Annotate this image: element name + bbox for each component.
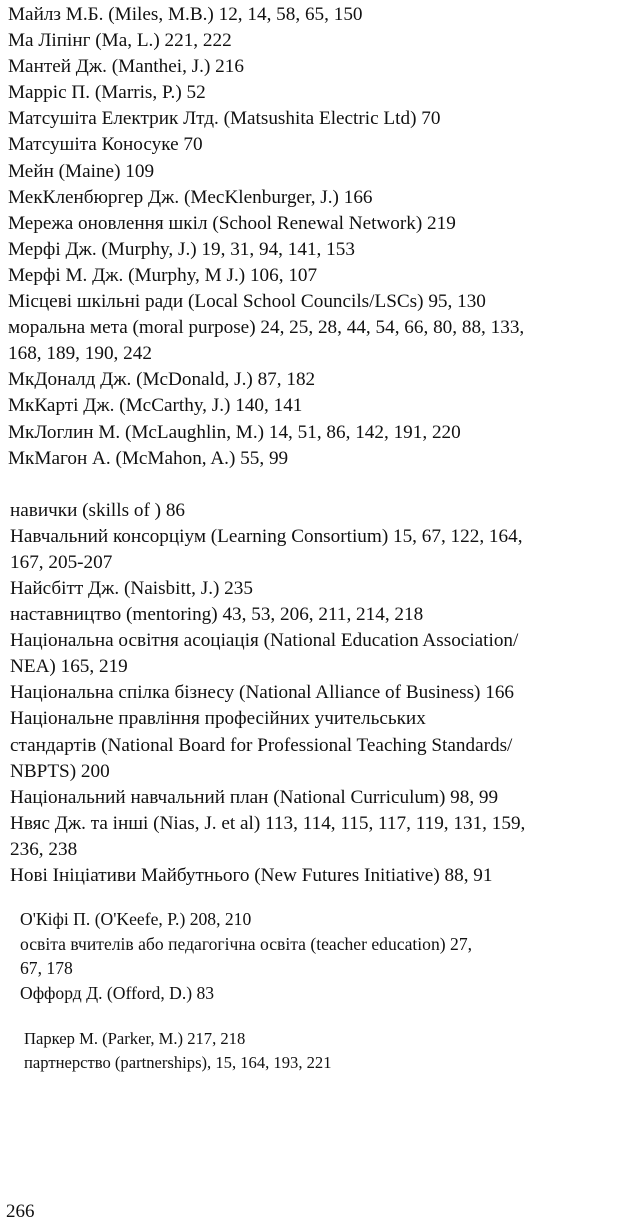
index-entry: Марріс П. (Marris, P.) 52 <box>8 82 206 104</box>
index-group-o <box>8 907 614 1005</box>
index-entry: Мережа оновлення шкіл (School Renewal Network) 219 <box>8 212 456 234</box>
index-entry: наставництво (mentoring) 43, 53, 206, 211, 214, 218 <box>10 604 424 626</box>
index-entry-continuation: 167, 205-207 <box>10 551 113 573</box>
index-entry: моральна мета (moral purpose) 24, 25, 28, 44, 54, 66, 80, 88, 133, <box>8 317 525 339</box>
index-entry: Паркер М. (Parker, M.) 217, 218 <box>24 1029 246 1049</box>
index-entry: МкЛоглин М. (McLaughlin, M.) 14, 51, 86, 142, 191, 220 <box>8 421 461 443</box>
index-entry: Найсбітт Дж. (Naisbitt, J.) 235 <box>10 577 253 599</box>
index-entry: Мантей Дж. (Manthei, J.) 216 <box>8 56 244 78</box>
index-entry: Місцеві шкільні ради (Local School Councils/LSCs) 95, 130 <box>8 291 486 313</box>
index-entry: Мерфі М. Дж. (Murphy, M J.) 106, 107 <box>8 264 318 286</box>
index-entry: Національна освітня асоціація (National Education Association/ <box>10 630 519 652</box>
index-entry: освіта вчителів або педагогічна освіта (teacher education) 27, <box>20 933 473 954</box>
index-entry: партнерство (partnerships), 15, 164, 193, 221 <box>24 1053 332 1073</box>
index-entry: МкДоналд Дж. (McDonald, J.) 87, 182 <box>8 369 316 391</box>
index-entry: Матсушіта Коносуке 70 <box>8 134 203 156</box>
index-entry-continuation: 236, 238 <box>10 838 78 860</box>
index-entry: МкКарті Дж. (McCarthy, J.) 140, 141 <box>8 395 303 417</box>
index-entry: Національне правління професійних учительських <box>10 708 426 730</box>
index-group-p <box>8 1027 614 1075</box>
index-entry: Навчальний консорціум (Learning Consortium) 15, 67, 122, 164, <box>10 525 523 547</box>
index-entry: МкМагон А. (McMahon, A.) 55, 99 <box>8 447 289 469</box>
index-entry: Національний навчальний план (National Curriculum) 98, 99 <box>10 786 499 808</box>
index-entry: Оффорд Д. (Offord, D.) 83 <box>20 982 215 1003</box>
index-entry: Майлз М.Б. (Miles, M.B.) 12, 14, 58, 65, 150 <box>8 4 363 25</box>
page-number: 266 <box>6 1201 35 1222</box>
index-entry: Мейн (Maine) 109 <box>8 160 155 182</box>
index-entry: МекКленбюргер Дж. (MecKlenburger, J.) 166 <box>8 186 373 208</box>
index-group-n <box>8 498 614 889</box>
index-entry: Ма Ліпінг (Ma, L.) 221, 222 <box>8 30 232 52</box>
index-entry-continuation: 168, 189, 190, 242 <box>8 343 152 365</box>
index-entry-continuation: NBPTS) 200 <box>10 760 110 782</box>
index-entry-continuation: стандартів (National Board for Professional Teaching Standards/ <box>10 734 513 756</box>
index-entry-continuation: NEA) 165, 219 <box>10 656 128 678</box>
index-entry: навички (skills of ) 86 <box>10 499 186 521</box>
index-entry: Мерфі Дж. (Murphy, J.) 19, 31, 94, 141, 153 <box>8 238 355 260</box>
index-entry: О'Кіфі П. (O'Keefe, P.) 208, 210 <box>20 909 252 930</box>
index-entry: Національна спілка бізнесу (National Alliance of Business) 166 <box>10 682 515 704</box>
index-entry: Нвяс Дж. та інші (Nias, J. et al) 113, 114, 115, 117, 119, 131, 159, <box>10 812 526 834</box>
index-group-m <box>8 2 614 472</box>
index-entry-continuation: 67, 178 <box>20 958 73 979</box>
index-entry: Нові Ініціативи Майбутнього (New Futures Initiative) 88, 91 <box>10 865 493 886</box>
index-entry: Матсушіта Електрик Лтд. (Matsushita Electric Ltd) 70 <box>8 108 441 130</box>
index-entries <box>8 2 614 1075</box>
